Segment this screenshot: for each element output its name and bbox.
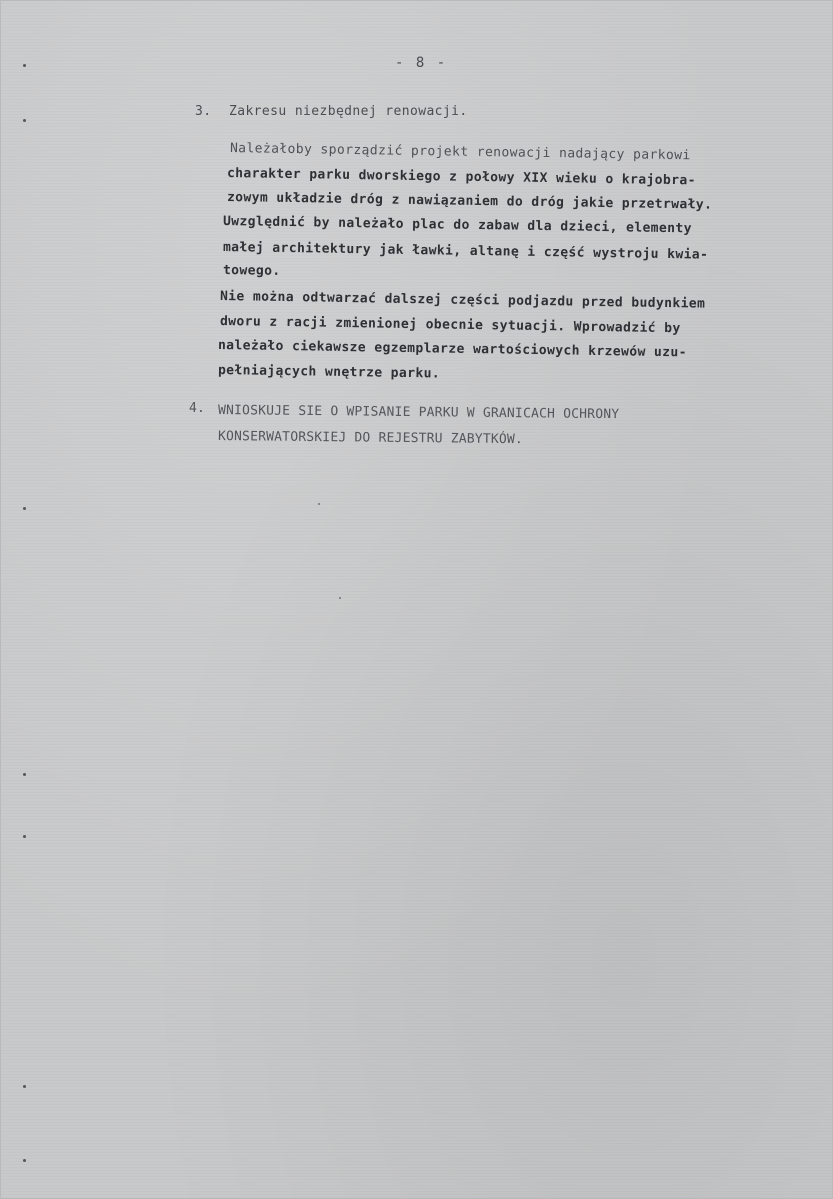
paragraph-line: towego.	[222, 263, 281, 279]
margin-dot	[23, 1159, 26, 1162]
margin-dot	[23, 773, 26, 776]
margin-dot	[23, 119, 26, 122]
section-3-number: 3.	[195, 104, 212, 119]
paragraph-line: charakter parku dworskiego z połowy XIX wieku o krajobra-	[226, 166, 696, 189]
conclusion-line: WNIOSKUJE SIE O WPISANIE PARKU W GRANICACH OCHRONY	[217, 403, 620, 423]
paragraph-line: pełniających wnętrze parku.	[217, 363, 441, 382]
paragraph-line: małej architektury jak ławki, altanę i część wystroju kwia-	[222, 240, 709, 263]
paragraph-line: Nie można odtwarzać dalszej części podjazdu przed budynkiem	[219, 289, 706, 312]
page-number: - 8 -	[395, 55, 448, 71]
margin-dot	[23, 507, 26, 510]
margin-dot	[23, 64, 26, 67]
section-4-number: 4.	[189, 401, 206, 416]
paragraph-line: Należałoby sporządzić projekt renowacji nadający parkowi	[229, 141, 691, 164]
conclusion-line: KONSERWATORSKIEJ DO REJESTRU ZABYTKÓW.	[217, 429, 524, 448]
paper-speck	[339, 597, 341, 599]
margin-dot	[23, 835, 26, 838]
paragraph-line: należało ciekawsze egzemplarze wartościowych krzewów uzu-	[217, 338, 687, 361]
section-3-title: Zakresu niezbędnej renowacji.	[229, 104, 468, 119]
paper-speck	[318, 503, 320, 505]
paragraph-line: zowym układzie dróg z nawiązaniem do dróg jakie przetrwały.	[226, 190, 713, 213]
margin-dot	[23, 1085, 26, 1088]
paragraph-line: dworu z racji zmienionej obecnie sytuacji. Wprowadzić by	[219, 314, 681, 337]
paragraph-line: Uwzględnić by należało plac do zabaw dla dzieci, elementy	[222, 214, 692, 237]
